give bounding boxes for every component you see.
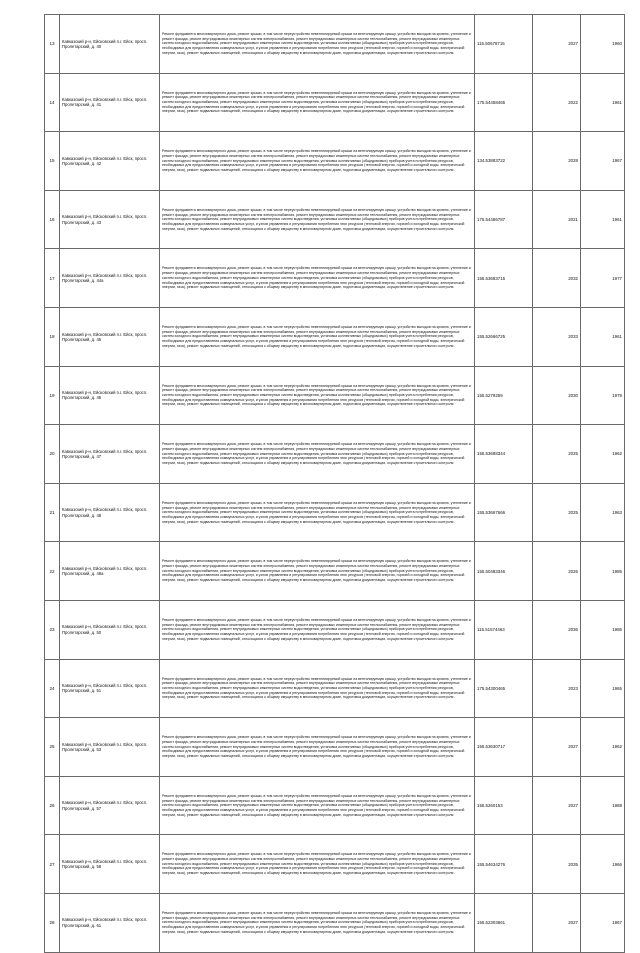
address-cell: Кавказский р-н, Ейсковский п.г. Ейск, просп. Пролетарский, д. 48 xyxy=(60,483,160,542)
planned-year-cell: 2028 xyxy=(533,132,581,191)
value-cell: 134.53883722 xyxy=(475,132,533,191)
row-number-cell: 25 xyxy=(45,718,60,777)
value-cell: 155.53683715 xyxy=(475,249,533,308)
value-cell: 155.53667666 xyxy=(475,483,533,542)
built-year-cell: 1961 xyxy=(581,307,625,366)
planned-year-cell: 2030 xyxy=(533,366,581,425)
row-number-cell: 13 xyxy=(45,15,60,74)
planned-year-cell: 2027 xyxy=(533,776,581,835)
table-row xyxy=(45,718,625,777)
work-description-cell: Ремонт фундамента многоквартирного дома, ремонт крыши, в том числе переустройство невентилируемой крыши на вентилируемую крышу, устройство выходов на кровлю, утепление и ремонт фасада, ремонт внутридомовых инженерных систем электроснабжения, ремонт внутридомовых инженерных систем теплоснабжения, ремонт внутридомовых инженерных систем холодного водоснабжения, ремонт внутридомовых инженерных систем водоотведения, установка коллективных (общедомовых) приборов учета потребления ресурсов, необходимых для предоставления коммунальных услуг, и узлов управления и регулирования потребления этих ресурсов (тепловой энергии, горячей и холодной воды, электрической энергии, газа), ремонт подвальных помещений, относящихся к общему имуществу в многоквартирном доме, подготовка документации, осуществление строительного контроля xyxy=(160,132,475,191)
table-row xyxy=(45,307,625,366)
row-number-cell: 28 xyxy=(45,893,60,952)
work-description-cell: Ремонт фундамента многоквартирного дома, ремонт крыши, в том числе переустройство невентилируемой крыши на вентилируемую крышу, устройство выходов на кровлю, утепление и ремонт фасада, ремонт внутридомовых инженерных систем электроснабжения, ремонт внутридомовых инженерных систем теплоснабжения, ремонт внутридомовых инженерных систем холодного водоснабжения, ремонт внутридомовых инженерных систем водоотведения, установка коллективных (общедомовых) приборов учета потребления ресурсов, необходимых для предоставления коммунальных услуг, и узлов управления и регулирования потребления этих ресурсов (тепловой энергии, горячей и холодной воды, электрической энергии, газа), ремонт подвальных помещений, относящихся к общему имуществу в многоквартирном доме, подготовка документации, осуществление строительного контроля xyxy=(160,659,475,718)
built-year-cell: 1960 xyxy=(581,15,625,74)
work-description-cell: Ремонт фундамента многоквартирного дома, ремонт крыши, в том числе переустройство невентилируемой крыши на вентилируемую крышу, устройство выходов на кровлю, утепление и ремонт фасада, ремонт внутридомовых инженерных систем электроснабжения, ремонт внутридомовых инженерных систем теплоснабжения, ремонт внутридомовых инженерных систем холодного водоснабжения, ремонт внутридомовых инженерных систем водоотведения, установка коллективных (общедомовых) приборов учета потребления ресурсов, необходимых для предоставления коммунальных услуг, и узлов управления и регулирования потребления этих ресурсов (тепловой энергии, горячей и холодной воды, электрической энергии, газа), ремонт подвальных помещений, относящихся к общему имуществу в многоквартирном доме, подготовка документации, осуществление строительного контроля xyxy=(160,15,475,74)
built-year-cell: 1979 xyxy=(581,366,625,425)
work-description-cell: Ремонт фундамента многоквартирного дома, ремонт крыши, в том числе переустройство невентилируемой крыши на вентилируемую крышу, устройство выходов на кровлю, утепление и ремонт фасада, ремонт внутридомовых инженерных систем электроснабжения, ремонт внутридомовых инженерных систем теплоснабжения, ремонт внутридомовых инженерных систем холодного водоснабжения, ремонт внутридомовых инженерных систем водоотведения, установка коллективных (общедомовых) приборов учета потребления ресурсов, необходимых для предоставления коммунальных услуг, и узлов управления и регулирования потребления этих ресурсов (тепловой энергии, горячей и холодной воды, электрической энергии, газа), ремонт подвальных помещений, относящихся к общему имуществу в многоквартирном доме, подготовка документации, осуществление строительного контроля xyxy=(160,600,475,659)
value-cell: 115.50678715 xyxy=(475,15,533,74)
address-cell: Кавказский р-н, Ейсковский п.г. Ейск, просп. Пролетарский, д. 57 xyxy=(60,776,160,835)
table-row xyxy=(45,542,625,601)
work-description-cell: Ремонт фундамента многоквартирного дома, ремонт крыши, в том числе переустройство невентилируемой крыши на вентилируемую крышу, устройство выходов на кровлю, утепление и ремонт фасада, ремонт внутридомовых инженерных систем электроснабжения, ремонт внутридомовых инженерных систем теплоснабжения, ремонт внутридомовых инженерных систем холодного водоснабжения, ремонт внутридомовых инженерных систем водоотведения, установка коллективных (общедомовых) приборов учета потребления ресурсов, необходимых для предоставления коммунальных услуг, и узлов управления и регулирования потребления этих ресурсов (тепловой энергии, горячей и холодной воды, электрической энергии, газа), ремонт подвальных помещений, относящихся к общему имуществу в многоквартирном доме, подготовка документации, осуществление строительного контроля xyxy=(160,307,475,366)
work-description-cell: Ремонт фундамента многоквартирного дома, ремонт крыши, в том числе переустройство невентилируемой крыши на вентилируемую крышу, устройство выходов на кровлю, утепление и ремонт фасада, ремонт внутридомовых инженерных систем электроснабжения, ремонт внутридомовых инженерных систем теплоснабжения, ремонт внутридомовых инженерных систем холодного водоснабжения, ремонт внутридомовых инженерных систем водоотведения, установка коллективных (общедомовых) приборов учета потребления ресурсов, необходимых для предоставления коммунальных услуг, и узлов управления и регулирования потребления этих ресурсов (тепловой энергии, горячей и холодной воды, электрической энергии, газа), ремонт подвальных помещений, относящихся к общему имуществу в многоквартирном доме, подготовка документации, осуществление строительного контроля xyxy=(160,718,475,777)
value-cell: 175.54486787 xyxy=(475,190,533,249)
planned-year-cell: 2027 xyxy=(533,718,581,777)
built-year-cell: 1988 xyxy=(581,776,625,835)
table-row xyxy=(45,659,625,718)
value-cell: 155.5260153 xyxy=(475,776,533,835)
address-cell: Кавказский р-н, Ейсковский п.г. Ейск, просп. Пролетарский, д. 47 xyxy=(60,425,160,484)
planned-year-cell: 2032 xyxy=(533,249,581,308)
planned-year-cell: 2025 xyxy=(533,483,581,542)
row-number-cell: 24 xyxy=(45,659,60,718)
built-year-cell: 1977 xyxy=(581,249,625,308)
work-description-cell: Ремонт фундамента многоквартирного дома, ремонт крыши, в том числе переустройство невентилируемой крыши на вентилируемую крышу, устройство выходов на кровлю, утепление и ремонт фасада, ремонт внутридомовых инженерных систем электроснабжения, ремонт внутридомовых инженерных систем теплоснабжения, ремонт внутридомовых инженерных систем холодного водоснабжения, ремонт внутридомовых инженерных систем водоотведения, установка коллективных (общедомовых) приборов учета потребления ресурсов, необходимых для предоставления коммунальных услуг, и узлов управления и регулирования потребления этих ресурсов (тепловой энергии, горячей и холодной воды, электрической энергии, газа), ремонт подвальных помещений, относящихся к общему имуществу в многоквартирном доме, подготовка документации, осуществление строительного контроля xyxy=(160,366,475,425)
value-cell: 155.52303661 xyxy=(475,893,533,952)
planned-year-cell: 2027 xyxy=(533,893,581,952)
work-description-cell: Ремонт фундамента многоквартирного дома, ремонт крыши, в том числе переустройство невентилируемой крыши на вентилируемую крышу, устройство выходов на кровлю, утепление и ремонт фасада, ремонт внутридомовых инженерных систем электроснабжения, ремонт внутридомовых инженерных систем теплоснабжения, ремонт внутридомовых инженерных систем холодного водоснабжения, ремонт внутридомовых инженерных систем водоотведения, установка коллективных (общедомовых) приборов учета потребления ресурсов, необходимых для предоставления коммунальных услуг, и узлов управления и регулирования потребления этих ресурсов (тепловой энергии, горячей и холодной воды, электрической энергии, газа), ремонт подвальных помещений, относящихся к общему имуществу в многоквартирном доме, подготовка документации, осуществление строительного контроля xyxy=(160,542,475,601)
row-number-cell: 26 xyxy=(45,776,60,835)
built-year-cell: 1963 xyxy=(581,483,625,542)
table-row xyxy=(45,73,625,132)
row-number-cell: 20 xyxy=(45,425,60,484)
table-row xyxy=(45,190,625,249)
built-year-cell: 1966 xyxy=(581,835,625,894)
table-row xyxy=(45,893,625,952)
value-cell: 175.54300465 xyxy=(475,659,533,718)
value-cell: 175.54458465 xyxy=(475,73,533,132)
planned-year-cell: 2026 xyxy=(533,542,581,601)
row-number-cell: 16 xyxy=(45,190,60,249)
row-number-cell: 19 xyxy=(45,366,60,425)
row-number-cell: 23 xyxy=(45,600,60,659)
value-cell: 155.5279259 xyxy=(475,366,533,425)
table-row xyxy=(45,776,625,835)
planned-year-cell: 2036 xyxy=(533,600,581,659)
planned-year-cell: 2023 xyxy=(533,659,581,718)
table-body xyxy=(45,15,625,953)
address-cell: Кавказский р-н, Ейсковский п.г. Ейск, просп. Пролетарский, д. 53 xyxy=(60,718,160,777)
row-number-cell: 22 xyxy=(45,542,60,601)
row-number-cell: 27 xyxy=(45,835,60,894)
built-year-cell: 1965 xyxy=(581,659,625,718)
planned-year-cell: 2027 xyxy=(533,15,581,74)
value-cell: 155.53688344 xyxy=(475,425,533,484)
table-row xyxy=(45,132,625,191)
work-description-cell: Ремонт фундамента многоквартирного дома, ремонт крыши, в том числе переустройство невентилируемой крыши на вентилируемую крышу, устройство выходов на кровлю, утепление и ремонт фасада, ремонт внутридомовых инженерных систем электроснабжения, ремонт внутридомовых инженерных систем теплоснабжения, ремонт внутридомовых инженерных систем холодного водоснабжения, ремонт внутридомовых инженерных систем водоотведения, установка коллективных (общедомовых) приборов учета потребления ресурсов, необходимых для предоставления коммунальных услуг, и узлов управления и регулирования потребления этих ресурсов (тепловой энергии, горячей и холодной воды, электрической энергии, газа), ремонт подвальных помещений, относящихся к общему имуществу в многоквартирном доме, подготовка документации, осуществление строительного контроля xyxy=(160,249,475,308)
row-number-cell: 18 xyxy=(45,307,60,366)
work-description-cell: Ремонт фундамента многоквартирного дома, ремонт крыши, в том числе переустройство невентилируемой крыши на вентилируемую крышу, устройство выходов на кровлю, утепление и ремонт фасада, ремонт внутридомовых инженерных систем электроснабжения, ремонт внутридомовых инженерных систем теплоснабжения, ремонт внутридомовых инженерных систем холодного водоснабжения, ремонт внутридомовых инженерных систем водоотведения, установка коллективных (общедомовых) приборов учета потребления ресурсов, необходимых для предоставления коммунальных услуг, и узлов управления и регулирования потребления этих ресурсов (тепловой энергии, горячей и холодной воды, электрической энергии, газа), ремонт подвальных помещений, относящихся к общему имуществу в многоквартирном доме, подготовка документации, осуществление строительного контроля xyxy=(160,425,475,484)
address-cell: Кавказский р-н, Ейсковский п.г. Ейск, просп. Пролетарский, д. 50 xyxy=(60,600,160,659)
built-year-cell: 1986 xyxy=(581,600,625,659)
built-year-cell: 1967 xyxy=(581,132,625,191)
address-cell: Кавказский р-н, Ейсковский п.г. Ейск, просп. Пролетарский, д. 46 xyxy=(60,366,160,425)
address-cell: Кавказский р-н, Ейсковский п.г. Ейск, просп. Пролетарский, д. 58 xyxy=(60,835,160,894)
address-cell: Кавказский р-н, Ейсковский п.г. Ейск, просп. Пролетарский, д. 44а xyxy=(60,249,160,308)
built-year-cell: 1967 xyxy=(581,893,625,952)
work-description-cell: Ремонт фундамента многоквартирного дома, ремонт крыши, в том числе переустройство невентилируемой крыши на вентилируемую крышу, устройство выходов на кровлю, утепление и ремонт фасада, ремонт внутридомовых инженерных систем электроснабжения, ремонт внутридомовых инженерных систем теплоснабжения, ремонт внутридомовых инженерных систем холодного водоснабжения, ремонт внутридомовых инженерных систем водоотведения, установка коллективных (общедомовых) приборов учета потребления ресурсов, необходимых для предоставления коммунальных услуг, и узлов управления и регулирования потребления этих ресурсов (тепловой энергии, горячей и холодной воды, электрической энергии, газа), ремонт подвальных помещений, относящихся к общему имуществу в многоквартирном доме, подготовка документации, осуществление строительного контроля xyxy=(160,893,475,952)
built-year-cell: 1962 xyxy=(581,425,625,484)
table-row xyxy=(45,600,625,659)
planned-year-cell: 2021 xyxy=(533,190,581,249)
capital-repair-table xyxy=(44,14,625,953)
planned-year-cell: 2035 xyxy=(533,835,581,894)
value-cell: 155.54634276 xyxy=(475,835,533,894)
work-description-cell: Ремонт фундамента многоквартирного дома, ремонт крыши, в том числе переустройство невентилируемой крыши на вентилируемую крышу, устройство выходов на кровлю, утепление и ремонт фасада, ремонт внутридомовых инженерных систем электроснабжения, ремонт внутридомовых инженерных систем теплоснабжения, ремонт внутридомовых инженерных систем холодного водоснабжения, ремонт внутридомовых инженерных систем водоотведения, установка коллективных (общедомовых) приборов учета потребления ресурсов, необходимых для предоставления коммунальных услуг, и узлов управления и регулирования потребления этих ресурсов (тепловой энергии, горячей и холодной воды, электрической энергии, газа), ремонт подвальных помещений, относящихся к общему имуществу в многоквартирном доме, подготовка документации, осуществление строительного контроля xyxy=(160,776,475,835)
address-cell: Кавказский р-н, Ейсковский п.г. Ейск, просп. Пролетарский, д. 40 xyxy=(60,15,160,74)
built-year-cell: 1961 xyxy=(581,73,625,132)
address-cell: Кавказский р-н, Ейсковский п.г. Ейск, просп. Пролетарский, д. 43 xyxy=(60,190,160,249)
table-row xyxy=(45,249,625,308)
planned-year-cell: 2033 xyxy=(533,307,581,366)
address-cell: Кавказский р-н, Ейсковский п.г. Ейск, просп. Пролетарский, д. 41 xyxy=(60,73,160,132)
built-year-cell: 1961 xyxy=(581,190,625,249)
work-description-cell: Ремонт фундамента многоквартирного дома, ремонт крыши, в том числе переустройство невентилируемой крыши на вентилируемую крышу, устройство выходов на кровлю, утепление и ремонт фасада, ремонт внутридомовых инженерных систем электроснабжения, ремонт внутридомовых инженерных систем теплоснабжения, ремонт внутридомовых инженерных систем холодного водоснабжения, ремонт внутридомовых инженерных систем водоотведения, установка коллективных (общедомовых) приборов учета потребления ресурсов, необходимых для предоставления коммунальных услуг, и узлов управления и регулирования потребления этих ресурсов (тепловой энергии, горячей и холодной воды, электрической энергии, газа), ремонт подвальных помещений, относящихся к общему имуществу в многоквартирном доме, подготовка документации, осуществление строительного контроля xyxy=(160,73,475,132)
planned-year-cell: 2025 xyxy=(533,425,581,484)
table-row xyxy=(45,425,625,484)
built-year-cell: 1962 xyxy=(581,718,625,777)
work-description-cell: Ремонт фундамента многоквартирного дома, ремонт крыши, в том числе переустройство невентилируемой крыши на вентилируемую крышу, устройство выходов на кровлю, утепление и ремонт фасада, ремонт внутридомовых инженерных систем электроснабжения, ремонт внутридомовых инженерных систем теплоснабжения, ремонт внутридомовых инженерных систем холодного водоснабжения, ремонт внутридомовых инженерных систем водоотведения, установка коллективных (общедомовых) приборов учета потребления ресурсов, необходимых для предоставления коммунальных услуг, и узлов управления и регулирования потребления этих ресурсов (тепловой энергии, горячей и холодной воды, электрической энергии, газа), ремонт подвальных помещений, относящихся к общему имуществу в многоквартирном доме, подготовка документации, осуществление строительного контроля xyxy=(160,835,475,894)
work-description-cell: Ремонт фундамента многоквартирного дома, ремонт крыши, в том числе переустройство невентилируемой крыши на вентилируемую крышу, устройство выходов на кровлю, утепление и ремонт фасада, ремонт внутридомовых инженерных систем электроснабжения, ремонт внутридомовых инженерных систем теплоснабжения, ремонт внутридомовых инженерных систем холодного водоснабжения, ремонт внутридомовых инженерных систем водоотведения, установка коллективных (общедомовых) приборов учета потребления ресурсов, необходимых для предоставления коммунальных услуг, и узлов управления и регулирования потребления этих ресурсов (тепловой энергии, горячей и холодной воды, электрической энергии, газа), ремонт подвальных помещений, относящихся к общему имуществу в многоквартирном доме, подготовка документации, осуществление строительного контроля xyxy=(160,190,475,249)
built-year-cell: 1985 xyxy=(581,542,625,601)
row-number-cell: 17 xyxy=(45,249,60,308)
row-number-cell: 14 xyxy=(45,73,60,132)
value-cell: 155.52666725 xyxy=(475,307,533,366)
row-number-cell: 21 xyxy=(45,483,60,542)
row-number-cell: 15 xyxy=(45,132,60,191)
table-row xyxy=(45,483,625,542)
address-cell: Кавказский р-н, Ейсковский п.г. Ейск, просп. Пролетарский, д. 42 xyxy=(60,132,160,191)
value-cell: 155.50483346 xyxy=(475,542,533,601)
table-row xyxy=(45,15,625,74)
address-cell: Кавказский р-н, Ейсковский п.г. Ейск, просп. Пролетарский, д. 48а xyxy=(60,542,160,601)
table-row xyxy=(45,366,625,425)
planned-year-cell: 2022 xyxy=(533,73,581,132)
address-cell: Кавказский р-н, Ейсковский п.г. Ейск, просп. Пролетарский, д. 61 xyxy=(60,893,160,952)
address-cell: Кавказский р-н, Ейсковский п.г. Ейск, просп. Пролетарский, д. 45 xyxy=(60,307,160,366)
work-description-cell: Ремонт фундамента многоквартирного дома, ремонт крыши, в том числе переустройство невентилируемой крыши на вентилируемую крышу, устройство выходов на кровлю, утепление и ремонт фасада, ремонт внутридомовых инженерных систем электроснабжения, ремонт внутридомовых инженерных систем теплоснабжения, ремонт внутридомовых инженерных систем холодного водоснабжения, ремонт внутридомовых инженерных систем водоотведения, установка коллективных (общедомовых) приборов учета потребления ресурсов, необходимых для предоставления коммунальных услуг, и узлов управления и регулирования потребления этих ресурсов (тепловой энергии, горячей и холодной воды, электрической энергии, газа), ремонт подвальных помещений, относящихся к общему имуществу в многоквартирном доме, подготовка документации, осуществление строительного контроля xyxy=(160,483,475,542)
address-cell: Кавказский р-н, Ейсковский п.г. Ейск, просп. Пролетарский, д. 51 xyxy=(60,659,160,718)
value-cell: 115.51574463 xyxy=(475,600,533,659)
value-cell: 155.53630717 xyxy=(475,718,533,777)
table-row xyxy=(45,835,625,894)
